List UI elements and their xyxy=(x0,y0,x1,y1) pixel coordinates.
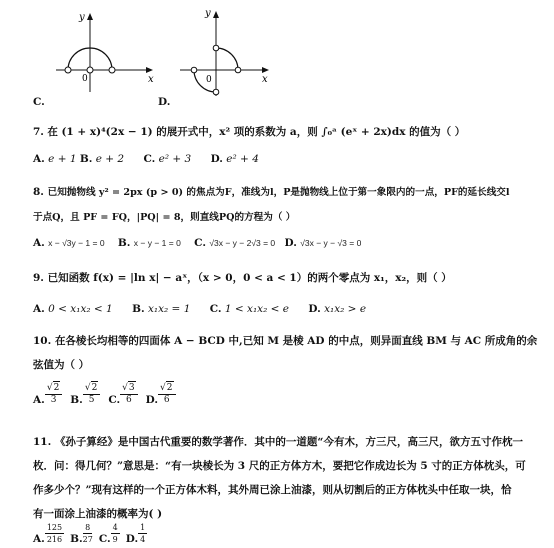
y-axis-arrow xyxy=(87,13,93,20)
option-c-value: 1 < x₁x₂ < e xyxy=(224,303,289,315)
question-10-options xyxy=(33,381,178,406)
option-b-value: $\frac{√2}{5}$ xyxy=(83,381,100,406)
option-d-key[interactable]: D. xyxy=(210,153,223,165)
option-c-key[interactable]: C. xyxy=(194,237,206,249)
option-b-value: $\frac{8}{27}$ xyxy=(82,523,93,544)
option-d-value: e² + 4 xyxy=(226,153,259,165)
x-axis-arrow xyxy=(262,67,269,73)
question-text-part2: x² 项的系数为 a，则 ∫₀ᵃ (eˣ + 2x)dx 的值为（ ） xyxy=(219,126,466,138)
origin-label: 0 xyxy=(82,74,88,84)
question-8-options xyxy=(33,237,361,249)
y-axis-arrow xyxy=(213,11,219,18)
question-8-line-1 xyxy=(33,184,510,198)
y-axis-label: y xyxy=(79,12,85,23)
figure-d-label: D. xyxy=(158,96,171,108)
question-number: 8. xyxy=(33,186,44,198)
open-point-top xyxy=(213,45,219,51)
option-d-value: √3x − y − √3 = 0 xyxy=(300,238,362,248)
option-a-value: x − √3y − 1 = 0 xyxy=(48,238,105,248)
open-point-left xyxy=(191,67,197,73)
option-b-value: x − y − 1 = 0 xyxy=(133,238,181,248)
question-8-line-2: 于点Q，且 PF = FQ，|PQ| = 8，则直线PQ的方程为（ ） xyxy=(33,212,296,223)
option-c-value: $\frac{4}{9}$ xyxy=(112,523,118,544)
figure-c-label: C. xyxy=(33,96,45,108)
question-text: 已知抛物线 y² = 2px (p > 0) 的焦点为F，准线为l，P是抛物线上位于第一象限内的一点，PF的延长线交l xyxy=(47,187,510,198)
question-11-line-3: 作多少个？”现有这样的一个正方体木料，其外周已涂上油漆，则从切割后的正方体枕头中任取一块，恰 xyxy=(33,484,512,496)
option-a-key[interactable]: A. xyxy=(33,237,45,249)
question-text: 在各棱长均相等的四面体 A − BCD 中,已知 M 是棱 AD 的中点，则异面直线 BM 与 AC 所成角的余 xyxy=(54,335,538,347)
open-point-right xyxy=(235,67,241,73)
option-b-key[interactable]: B. xyxy=(117,237,131,249)
question-10-line-2: 弦值为（ ） xyxy=(33,359,90,371)
figure-c-graph xyxy=(50,8,160,96)
option-c-value: $\frac{√3}{6}$ xyxy=(120,381,137,406)
option-a-value: $\frac{125}{216}$ xyxy=(46,523,63,544)
option-c-key[interactable]: C. xyxy=(98,533,111,545)
question-9 xyxy=(33,270,452,285)
option-a-value: $\frac{√2}{3}$ xyxy=(45,381,62,406)
quarter-arc-lower xyxy=(194,70,216,92)
open-point-bottom xyxy=(213,89,219,95)
open-point-right xyxy=(109,67,115,73)
x-axis-label: x xyxy=(148,74,154,85)
y-axis-label: y xyxy=(205,8,211,19)
x-axis-label: x xyxy=(262,74,268,85)
question-number: 10. xyxy=(33,335,52,347)
x-axis-arrow xyxy=(146,67,153,73)
question-number: 9. xyxy=(33,272,44,284)
option-d-key[interactable]: D. xyxy=(284,237,297,249)
option-a-key[interactable]: A. xyxy=(33,533,45,545)
question-11-line-1 xyxy=(33,434,523,449)
option-b-value: e + 2 xyxy=(95,153,125,165)
option-d-key[interactable]: D. xyxy=(308,303,321,315)
open-point-origin xyxy=(87,67,93,73)
quarter-arc-upper xyxy=(216,48,238,70)
question-9-options xyxy=(33,303,366,315)
option-c-key[interactable]: C. xyxy=(143,153,156,165)
option-b-key[interactable]: B. xyxy=(79,153,93,165)
option-a-key[interactable]: A. xyxy=(33,394,45,406)
option-b-key[interactable]: B. xyxy=(132,303,145,315)
question-7 xyxy=(33,124,465,139)
question-number: 7. xyxy=(33,126,44,138)
open-point-left xyxy=(65,67,71,73)
option-c-value: e² + 3 xyxy=(158,153,192,165)
option-b-key[interactable]: B. xyxy=(70,394,83,406)
option-a-value: 0 < x₁x₂ < 1 xyxy=(48,303,113,315)
option-d-key[interactable]: D. xyxy=(145,394,159,406)
question-text: 《孙子算经》是中国古代重要的数学著作．其中的一道题“今有木，方三尺，高三尺，欲方五寸作枕一 xyxy=(54,436,523,448)
question-7-options xyxy=(33,153,259,165)
question-11-line-2: 枚．问：得几何？”意思是：“有一块棱长为 3 尺的正方体方木，要把它作成边长为 5 寸的正方体枕头，可 xyxy=(33,460,526,472)
question-text: 已知函数 f(x) = |ln x| − aˣ，（x > 0，0 < a < 1）的两个零点为 x₁，x₂，则（ ） xyxy=(47,272,452,284)
figure-d-graph xyxy=(176,4,276,100)
option-c-value: √3x − y − 2√3 = 0 xyxy=(209,238,276,248)
option-a-key[interactable]: A. xyxy=(33,303,45,315)
option-d-value: $\frac{√2}{6}$ xyxy=(158,381,175,406)
option-c-key[interactable]: C. xyxy=(108,394,121,406)
question-11-line-4: 有一面涂上油漆的概率为( ) xyxy=(33,508,163,520)
option-b-value: x₁x₂ = 1 xyxy=(147,303,191,315)
origin-label: 0 xyxy=(206,75,212,85)
option-d-key[interactable]: D. xyxy=(125,533,139,545)
question-text-part1: 在 (1 + x)⁴(2x − 1) 的展开式中， xyxy=(47,126,220,138)
question-10-line-1 xyxy=(33,333,537,348)
question-11-options xyxy=(33,522,149,545)
question-number: 11. xyxy=(33,436,52,448)
option-c-key[interactable]: C. xyxy=(209,303,222,315)
option-a-value: e + 1 xyxy=(48,153,77,165)
option-a-key[interactable]: A. xyxy=(33,153,45,165)
option-d-value: x₁x₂ > e xyxy=(324,303,367,315)
option-d-value: $\frac{1}{4}$ xyxy=(140,523,146,544)
option-b-key[interactable]: B. xyxy=(70,533,83,545)
